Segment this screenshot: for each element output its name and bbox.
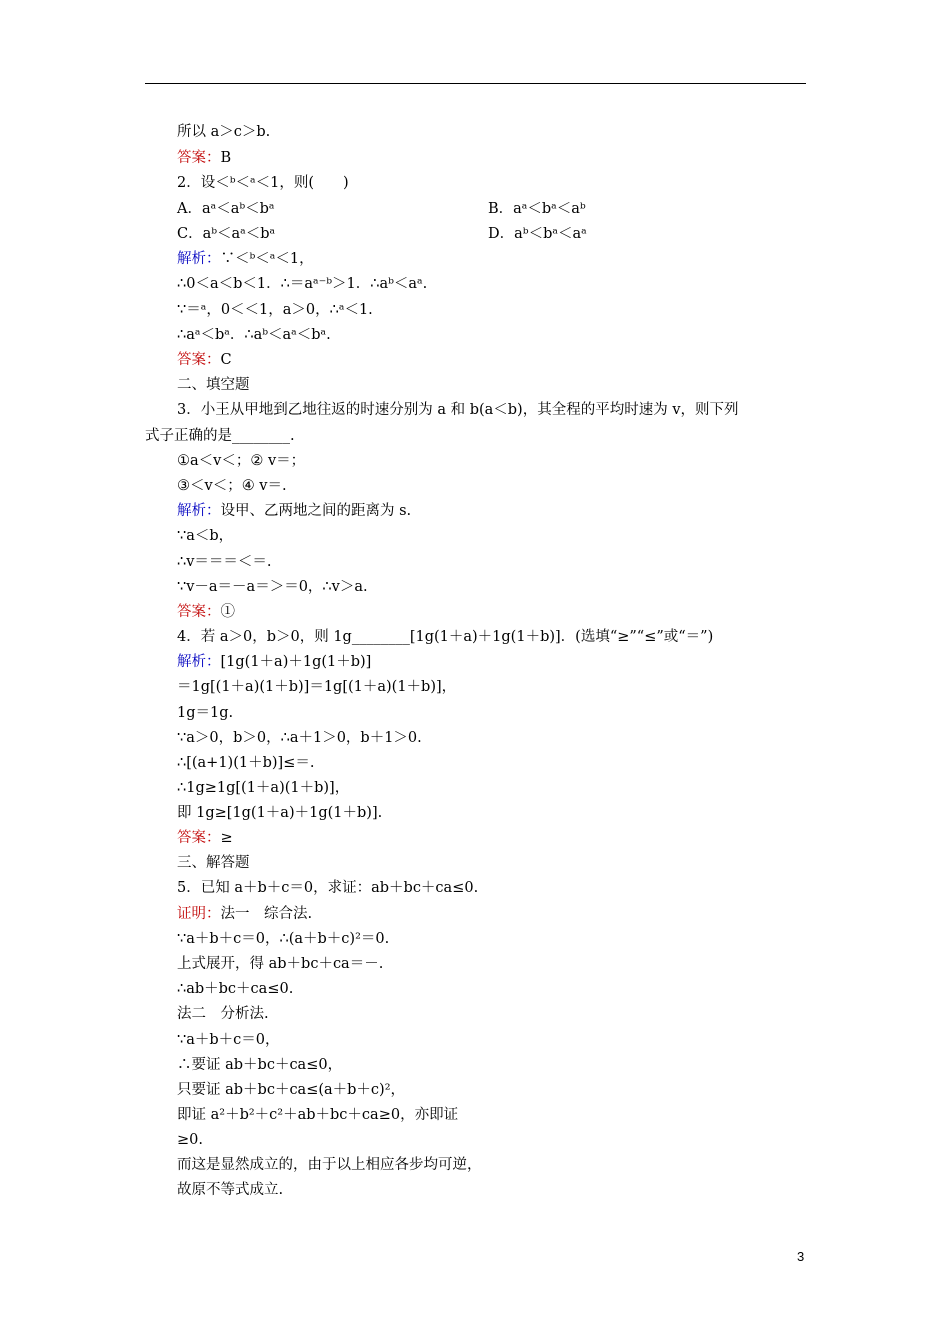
proof-text: 法一 综合法.	[220, 906, 313, 922]
text-line: ∴1g≥1g[(1＋a)(1＋b)]，	[177, 780, 350, 796]
text-line: 上式展开，得 ab＋bc＋ca＝－.	[177, 956, 384, 972]
page-number: 3	[797, 1249, 805, 1264]
option-a: A．aᵃ＜aᵇ＜bᵃ	[177, 201, 275, 217]
answer-text: B	[220, 150, 232, 166]
text-line: 即 1g≥[1g(1＋a)＋1g(1＋b)].	[177, 805, 383, 821]
options-line: ③＜v＜；④ v＝.	[177, 478, 287, 494]
answer-line	[177, 829, 233, 847]
text-line: ∵v－a＝－a＝＞＝0，∴v＞a.	[177, 579, 368, 595]
text-line: ∴ab＋bc＋ca≤0.	[177, 981, 294, 997]
question-3: 3．小王从甲地到乙地往返的时速分别为 a 和 b(a＜b)，其全程的平均时速为 v，则下列	[177, 402, 739, 418]
analysis-label: 解析：	[177, 654, 221, 670]
text-line: 只要证 ab＋bc＋ca≤(a＋b＋c)²，	[177, 1082, 406, 1098]
text-line: ∵a＜b，	[177, 528, 234, 544]
text-line: ＝1g[(1＋a)(1＋b)]＝1g[(1＋a)(1＋b)]，	[177, 679, 457, 695]
analysis-label: 解析：	[177, 503, 221, 519]
analysis-text: [1g(1＋a)＋1g(1＋b)]	[220, 654, 372, 670]
options-line: ①a＜v＜；② v＝；	[177, 453, 306, 469]
answer-line	[177, 351, 232, 369]
answer-label: 答案：	[177, 150, 221, 166]
question-3-cont: 式子正确的是________.	[145, 428, 295, 444]
analysis-line	[177, 502, 411, 520]
option-b: B．aᵃ＜bᵃ＜aᵇ	[488, 201, 586, 217]
question-2: 2．设＜ᵇ＜ᵃ＜1，则( )	[177, 175, 349, 191]
text-line: ∵a＞0，b＞0，∴a＋1＞0，b＋1＞0.	[177, 730, 422, 746]
analysis-text: 设甲、乙两地之间的距离为 s.	[220, 503, 412, 519]
answer-line	[177, 603, 235, 621]
answer-text: ①	[220, 604, 235, 620]
answer-text: ≥	[220, 830, 233, 846]
question-5: 5．已知 a＋b＋c＝0，求证：ab＋bc＋ca≤0.	[177, 880, 479, 896]
text-line: 所以 a＞c＞b.	[177, 124, 271, 140]
option-d: D．aᵇ＜bᵃ＜aᵃ	[488, 226, 587, 242]
proof-label: 证明：	[177, 906, 221, 922]
answer-label: 答案：	[177, 352, 221, 368]
answer-label: 答案：	[177, 604, 221, 620]
answer-line	[177, 149, 231, 167]
analysis-line	[177, 653, 371, 671]
answer-label: 答案：	[177, 830, 221, 846]
text-line: 法二 分析法.	[177, 1006, 269, 1022]
analysis-line	[177, 250, 314, 268]
text-line: ≥0.	[177, 1132, 203, 1148]
answer-text: C	[220, 352, 232, 368]
text-line: ∴aᵃ＜bᵃ．∴aᵇ＜aᵃ＜bᵃ.	[177, 327, 331, 343]
text-line: ∴v＝＝＝＜＝.	[177, 554, 272, 570]
text-line: ∴要证 ab＋bc＋ca≤0，	[177, 1057, 343, 1073]
text-line: 1g＝1g.	[177, 705, 234, 721]
proof-line	[177, 905, 312, 923]
text-line: ∵a＋b＋c＝0，	[177, 1032, 280, 1048]
section-heading: 二、填空题	[177, 377, 250, 393]
question-4: 4．若 a＞0，b＞0，则 1g________[1g(1＋a)＋1g(1＋b)]．(选填“≥”“≤”或“＝”)	[177, 629, 714, 645]
text-line: 故原不等式成立.	[177, 1182, 284, 1198]
text-line: ∴[(a+1)(1＋b)]≤＝.	[177, 755, 315, 771]
text-line: 而这是显然成立的，由于以上相应各步均可逆，	[177, 1157, 482, 1173]
analysis-text: ∵＜ᵇ＜ᵃ＜1，	[220, 251, 314, 267]
header-rule	[145, 83, 806, 84]
text-line: ∴0＜a＜b＜1．∴＝aᵃ⁻ᵇ＞1．∴aᵇ＜aᵃ.	[177, 276, 428, 292]
text-line: ∵a＋b＋c＝0，∴(a＋b＋c)²＝0.	[177, 931, 390, 947]
text-line: ∵＝ᵃ，0＜＜1，a＞0，∴ᵃ＜1.	[177, 302, 373, 318]
analysis-label: 解析：	[177, 251, 221, 267]
text-line: 即证 a²＋b²＋c²＋ab＋bc＋ca≥0，亦即证	[177, 1107, 459, 1123]
option-c: C．aᵇ＜aᵃ＜bᵃ	[177, 226, 276, 242]
section-heading: 三、解答题	[177, 855, 250, 871]
